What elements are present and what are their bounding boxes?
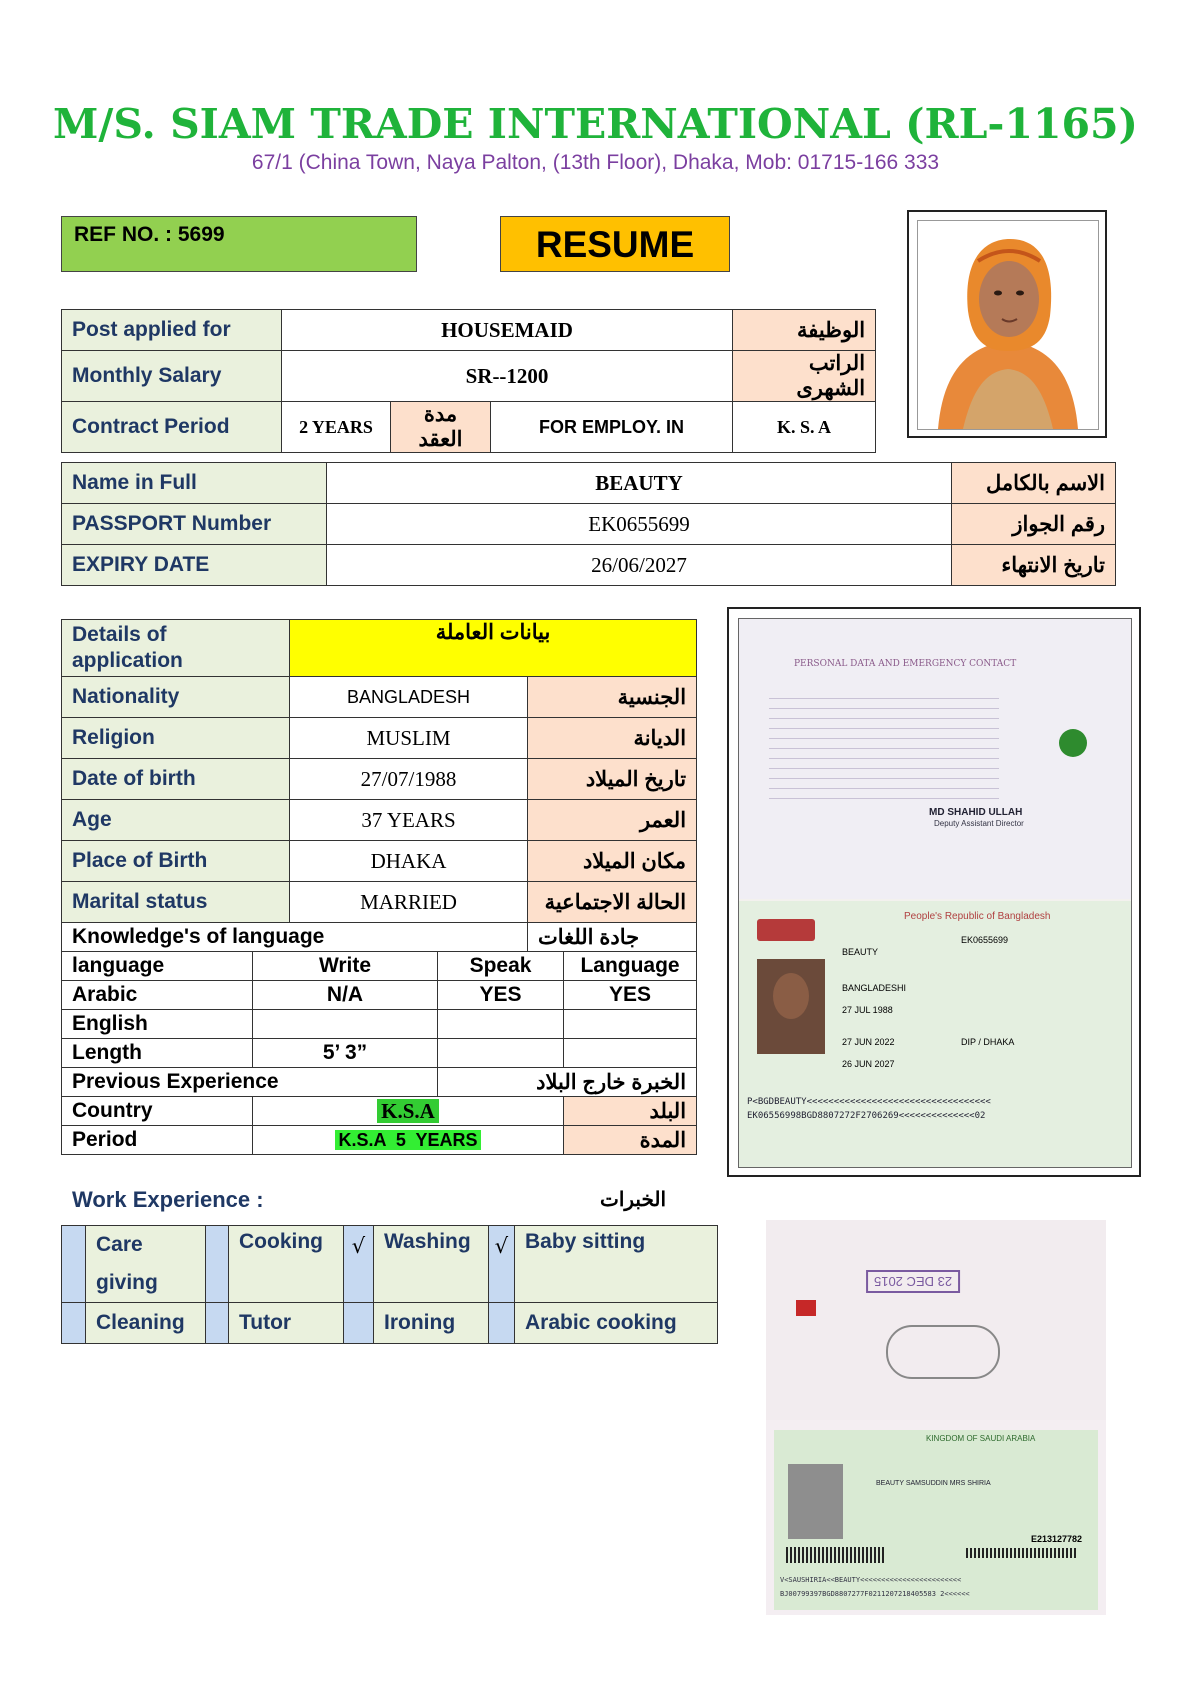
passport-officer: MD SHAHID ULLAH <box>929 807 1023 818</box>
details-header-ar: بيانات العاملة <box>290 620 697 677</box>
detail-label-ar: الحالة الاجتماعية <box>528 882 697 923</box>
detail-label: Marital status <box>62 882 290 923</box>
visa-mrz-1: V<SAUSHIRIA<<BEAUTY<<<<<<<<<<<<<<<<<<<<<<<< <box>780 1576 962 1584</box>
lang-language: YES <box>564 981 697 1010</box>
country-cell <box>253 1097 564 1126</box>
work-marker <box>206 1303 229 1344</box>
departure-stamp: 23 DEC 2015 <box>866 1270 960 1293</box>
lang-language <box>564 1010 697 1039</box>
work-marker <box>62 1303 86 1344</box>
detail-value: BANGLADESH <box>290 677 528 718</box>
work-experience-title: Work Experience : <box>72 1187 264 1212</box>
contract-label-ar: مدة العقد <box>391 402 491 453</box>
passport-officer-title: Deputy Assistant Director <box>934 819 1024 828</box>
work-tick: √ <box>489 1226 515 1303</box>
length-label: Length <box>62 1039 253 1068</box>
post-value: HOUSEMAID <box>282 310 733 351</box>
detail-label-ar: الديانة <box>528 718 697 759</box>
lang-header-speak: Speak <box>438 952 564 981</box>
knowledge-label-ar: جادة اللغات <box>528 923 697 952</box>
detail-value: 37 YEARS <box>290 800 528 841</box>
lang-header-language: language <box>62 952 253 981</box>
work-item: Arabic cooking <box>515 1303 718 1344</box>
visa-scan <box>766 1220 1106 1615</box>
empty-cell <box>564 1039 697 1068</box>
passport-mrz-2: EK06556998BGD8807272F2706269<<<<<<<<<<<<<<02 <box>747 1111 986 1121</box>
post-table <box>61 309 876 453</box>
passport-label: PASSPORT Number <box>62 504 327 545</box>
detail-label: Nationality <box>62 677 290 718</box>
company-address: 67/1 (China Town, Naya Palton, (13th Floor), Dhaka, Mob: 01715-166 333 <box>251 151 940 174</box>
passport-lines <box>769 689 999 799</box>
passport-mrz-1: P<BGDBEAUTY<<<<<<<<<<<<<<<<<<<<<<<<<<<<<<<<<< <box>747 1097 991 1107</box>
detail-label: Date of birth <box>62 759 290 800</box>
details-table <box>61 619 697 1155</box>
work-item: Ironing <box>374 1303 489 1344</box>
period-value: K.S.A 5 YEARS <box>335 1130 480 1150</box>
passport-section-title: PERSONAL DATA AND EMERGENCY CONTACT <box>794 659 1017 669</box>
detail-value: MARRIED <box>290 882 528 923</box>
prev-exp-label: Previous Experience <box>62 1068 438 1097</box>
post-label: Post applied for <box>62 310 282 351</box>
name-label: Name in Full <box>62 463 327 504</box>
work-tick <box>206 1226 229 1303</box>
work-item: Cleaning <box>86 1303 206 1344</box>
expiry-label-ar: تاريخ الانتهاء <box>952 545 1116 586</box>
passport-country: People's Republic of Bangladesh <box>904 911 1051 922</box>
lang-header-write: Write <box>253 952 438 981</box>
detail-label-ar: العمر <box>528 800 697 841</box>
work-marker <box>62 1226 86 1303</box>
detail-value: 27/07/1988 <box>290 759 528 800</box>
detail-label: Place of Birth <box>62 841 290 882</box>
name-label-ar: الاسم بالكامل <box>952 463 1116 504</box>
profile-photo <box>917 220 1099 430</box>
country-label-ar: البلد <box>564 1097 697 1126</box>
work-item: Baby sitting <box>515 1226 718 1303</box>
passport-nationality: BANGLADESHI <box>842 983 907 993</box>
passport-scan-frame <box>727 607 1141 1177</box>
details-header-label: Details of application <box>62 620 290 677</box>
expiry-label: EXPIRY DATE <box>62 545 327 586</box>
salary-value: SR--1200 <box>282 351 733 402</box>
name-value: BEAUTY <box>327 463 952 504</box>
profile-photo-frame <box>907 210 1107 438</box>
passport-expiry: 26 JUN 2027 <box>842 1059 895 1069</box>
knowledge-label: Knowledge's of language <box>62 923 528 952</box>
country-label: Country <box>62 1097 253 1126</box>
lang-speak: YES <box>438 981 564 1010</box>
detail-label-ar: مكان الميلاد <box>528 841 697 882</box>
visa-stamp-page <box>766 1220 1106 1420</box>
visa-mrz-2: BJ00799397BGD8807277F0211207218405583 2<<<<<< <box>780 1590 970 1598</box>
lang-write: N/A <box>253 981 438 1010</box>
contract-value: 2 YEARS <box>282 402 391 453</box>
period-label-ar: المدة <box>564 1126 697 1155</box>
passport-value: EK0655699 <box>327 504 952 545</box>
detail-label: Age <box>62 800 290 841</box>
employ-label: FOR EMPLOY. IN <box>491 402 733 453</box>
contract-label: Contract Period <box>62 402 282 453</box>
passport-badge-icon <box>757 919 815 941</box>
resume-title: RESUME <box>500 216 730 272</box>
visa-holder-name: BEAUTY SAMSUDDIN MRS SHIRIA <box>876 1480 991 1487</box>
company-title: M/S. SIAM TRADE INTERNATIONAL (RL-1165) <box>53 100 1138 148</box>
detail-label-ar: الجنسية <box>528 677 697 718</box>
passport-holder-photo <box>757 959 825 1054</box>
detail-label-ar: تاريخ الميلاد <box>528 759 697 800</box>
lang-name: Arabic <box>62 981 253 1010</box>
passport-label-ar: رقم الجواز <box>952 504 1116 545</box>
lang-write <box>253 1010 438 1039</box>
country-value: K.S.A <box>377 1099 439 1123</box>
length-value: 5’ 3” <box>253 1039 438 1068</box>
lang-name: English <box>62 1010 253 1039</box>
prev-exp-label-ar: الخبرة خارج البلاد <box>438 1068 697 1097</box>
work-tick: √ <box>344 1226 374 1303</box>
passport-scan <box>738 618 1132 1168</box>
salary-label-ar: الراتب الشهرى <box>733 351 876 402</box>
salary-label: Monthly Salary <box>62 351 282 402</box>
identity-table <box>61 462 1116 586</box>
visa-barcode-2 <box>966 1548 1076 1558</box>
work-experience-title-ar: الخبرات <box>600 1189 667 1211</box>
passport-dob: 27 JUL 1988 <box>842 1005 893 1015</box>
period-cell <box>253 1126 564 1155</box>
bangladesh-emblem-icon <box>1059 729 1087 757</box>
period-label: Period <box>62 1126 253 1155</box>
visa-holder-photo <box>788 1464 843 1539</box>
passport-name: BEAUTY <box>842 947 879 957</box>
lang-header-language-col: Language <box>564 952 697 981</box>
entry-stamp <box>886 1325 1000 1379</box>
detail-value: DHAKA <box>290 841 528 882</box>
work-item: Washing <box>374 1226 489 1303</box>
ref-number: REF NO. : 5699 <box>61 216 417 272</box>
detail-label: Religion <box>62 718 290 759</box>
lang-speak <box>438 1010 564 1039</box>
detail-value: MUSLIM <box>290 718 528 759</box>
visa-kingdom: KINGDOM OF SAUDI ARABIA <box>926 1434 1036 1443</box>
work-table <box>61 1225 718 1344</box>
empty-cell <box>438 1039 564 1068</box>
work-item: Tutor <box>229 1303 344 1344</box>
visa-barcode <box>786 1547 886 1563</box>
passport-issue: 27 JUN 2022 <box>842 1037 895 1047</box>
face-icon <box>773 973 809 1019</box>
passport-number: EK0655699 <box>961 935 1009 945</box>
work-marker <box>489 1303 515 1344</box>
expiry-value: 26/06/2027 <box>327 545 952 586</box>
visa-number: E213127782 <box>1031 1534 1083 1544</box>
post-label-ar: الوظيفة <box>733 310 876 351</box>
work-item: Cooking <box>229 1226 344 1303</box>
employ-value: K. S. A <box>733 402 876 453</box>
work-marker <box>344 1303 374 1344</box>
work-item: Care giving <box>86 1226 206 1303</box>
flag-icon <box>796 1300 816 1316</box>
passport-issuing: DIP / DHAKA <box>961 1037 1015 1047</box>
